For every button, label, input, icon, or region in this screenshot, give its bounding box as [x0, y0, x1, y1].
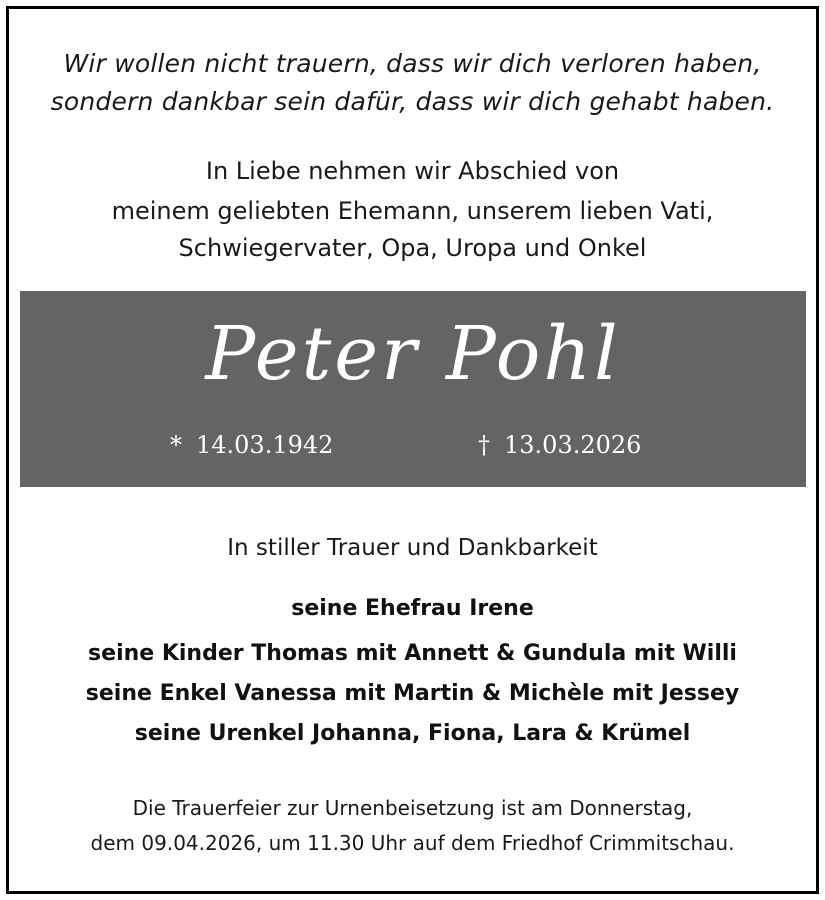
intro-line-3: Schwiegervater, Opa, Uropa und Onkel: [178, 234, 647, 262]
family-line-3: seine Enkel Vanessa mit Martin & Michèle mit Jessey: [85, 681, 740, 706]
ceremony-line-1: Die Trauerfeier zur Urnenbeisetzung ist am Donnerstag,: [132, 796, 693, 820]
birth-date-block: [170, 431, 333, 459]
quote-line-2: sondern dankbar sein dafür, dass wir dich gehabt haben.: [50, 87, 775, 116]
death-date-block: [478, 431, 641, 459]
death-cross-icon: †: [478, 431, 490, 459]
ceremony-line-2: dem 09.04.2026, um 11.30 Uhr auf dem Friedhof Crimmitschau.: [90, 831, 735, 855]
birth-star-icon: *: [170, 431, 182, 459]
name-band: [20, 291, 806, 487]
family-line-2: seine Kinder Thomas mit Annett & Gundula mit Willi: [88, 641, 737, 666]
birth-date: 14.03.1942: [196, 431, 334, 459]
death-date: 13.03.2026: [504, 431, 642, 459]
deceased-name: Peter Pohl: [205, 311, 621, 397]
intro-line-2: meinem geliebten Ehemann, unserem lieben Vati,: [111, 197, 714, 225]
mourning-line: In stiller Trauer und Dankbarkeit: [227, 535, 598, 561]
intro-line-1: In Liebe nehmen wir Abschied von: [205, 157, 620, 185]
family-line-1: seine Ehefrau Irene: [291, 596, 534, 621]
quote-line-1: Wir wollen nicht trauern, dass wir dich verloren haben,: [63, 49, 762, 78]
family-line-4: seine Urenkel Johanna, Fiona, Lara & Krümel: [134, 721, 691, 746]
